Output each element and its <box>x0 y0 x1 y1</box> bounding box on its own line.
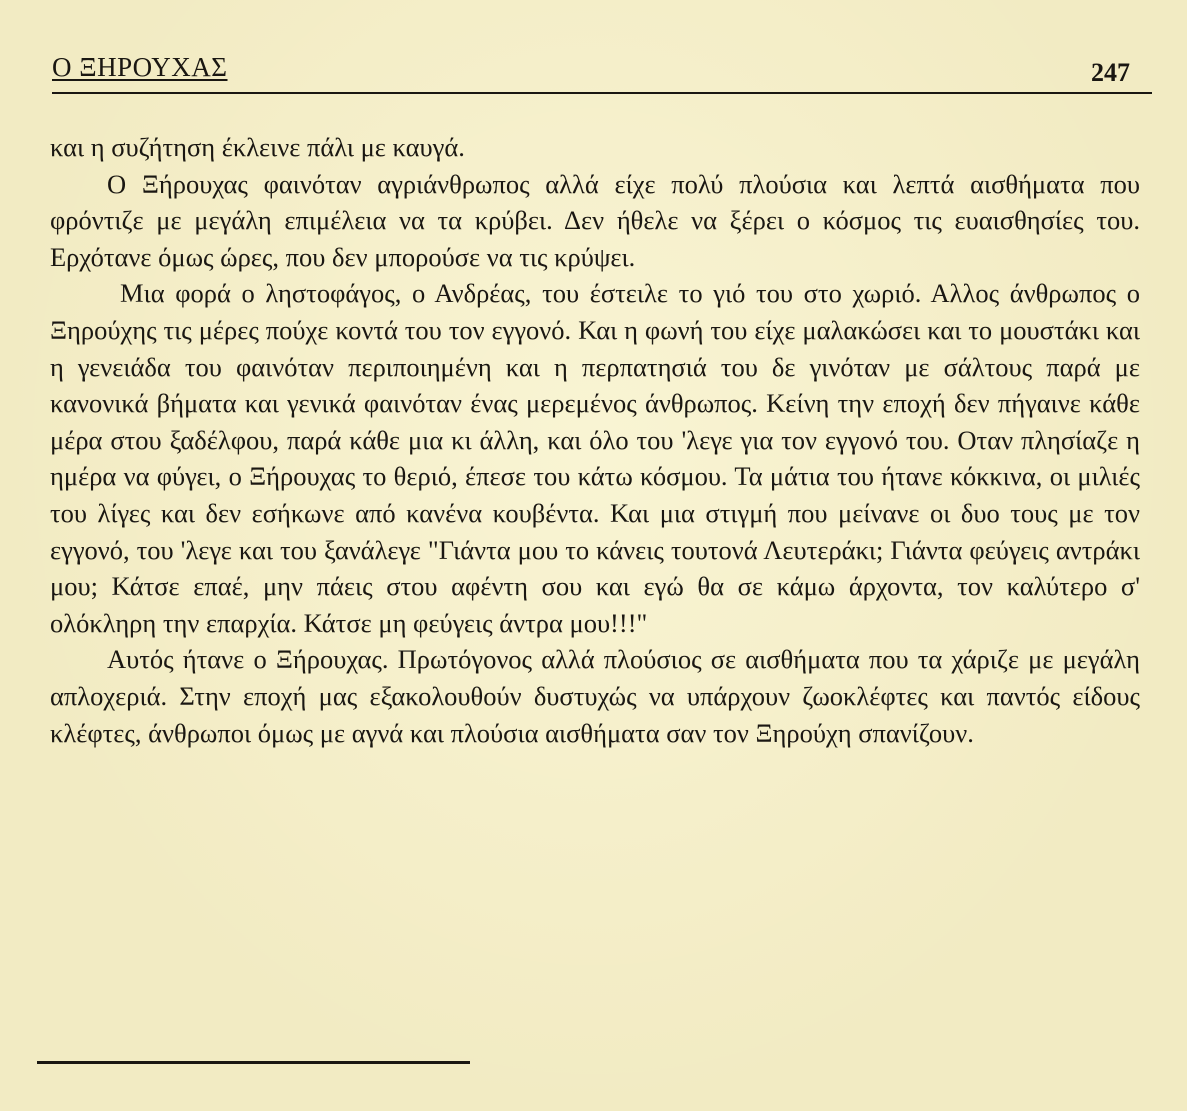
paragraph-3: Μια φορά ο ληστοφάγος, ο Ανδρέας, του έστειλε το γιό του στο χωριό. Αλλος άνθρωπος ο Ξηρούχης τις μέρες πούχε κοντά του τον εγγονό. Και η φωνή του είχε μαλακώσει και το μουστάκι και η γενειάδα του φαινόταν περιποιημένη και η περπατησιά του δε γινόταν με σάλτους παρά με κανονικά βήματα και γενικά φαινόταν ένας μερεμένος άνθρωπος. Κείνη την εποχή δεν πήγαινε κάθε μέρα στου ξαδέλφου, παρά κάθε μια κι άλλη, και όλο του 'λεγε για τον εγγονό του. Οταν πλησίαζε η ημέρα να φύγει, ο Ξήρουχας το θεριό, έπεσε του κάτω κόσμου. Τα μάτια του ήτανε κόκκινα, οι μιλιές του λίγες και δεν εσήκωνε από κανένα κουβέντα. Και μια στιγμή που μείνανε οι δυο τους με τον εγγονό, του 'λεγε και του ξανάλεγε "Γιάντα μου το κάνεις τουτονά Λευτεράκι; Γιάντα φεύγεις αντράκι μου; Κάτσε επαέ, μην πάεις στου αφέντη σου και εγώ θα σε κάμω άρχοντα, τον καλύτερο σ' ολόκληρη την επαρχία. Κάτσε μη φεύγεις άντρα μου!!!" <box>50 278 1140 638</box>
book-title: Ο ΞΗΡΟΥΧΑΣ <box>52 52 228 82</box>
footnote-rule <box>37 1061 470 1064</box>
paragraph-2: Ο Ξήρουχας φαινόταν αγριάνθρωπος αλλά είχε πολύ πλούσια και λεπτά αισθήματα που φρόντιζε με μεγάλη επιμέλεια να τα κρύβει. Δεν ήθελε να ξέρει ο κόσμος τις ευαισθησίες του. Ερχότανε όμως ώρες, που δεν μπορούσε να τις κρύψει. <box>50 168 1140 272</box>
page-number: 247 <box>1091 58 1130 87</box>
running-header <box>52 50 1152 94</box>
paragraph-4: Αυτός ήτανε ο Ξήρουχας. Πρωτόγονος αλλά πλούσιος σε αισθήματα που τα χάριζε με μεγάλη απλοχεριά. Στην εποχή μας εξακολουθούν δυστυχώς να υπάρχουν ζωοκλέφτες και παντός είδους κλέφτες, άνθρωποι όμως με αγνά και πλούσια αισθήματα σαν τον Ξηρούχη σπανίζουν. <box>50 644 1140 748</box>
paragraph-1: και η συζήτηση έκλεινε πάλι με καυγά. <box>50 132 465 162</box>
text-body <box>50 129 1140 751</box>
